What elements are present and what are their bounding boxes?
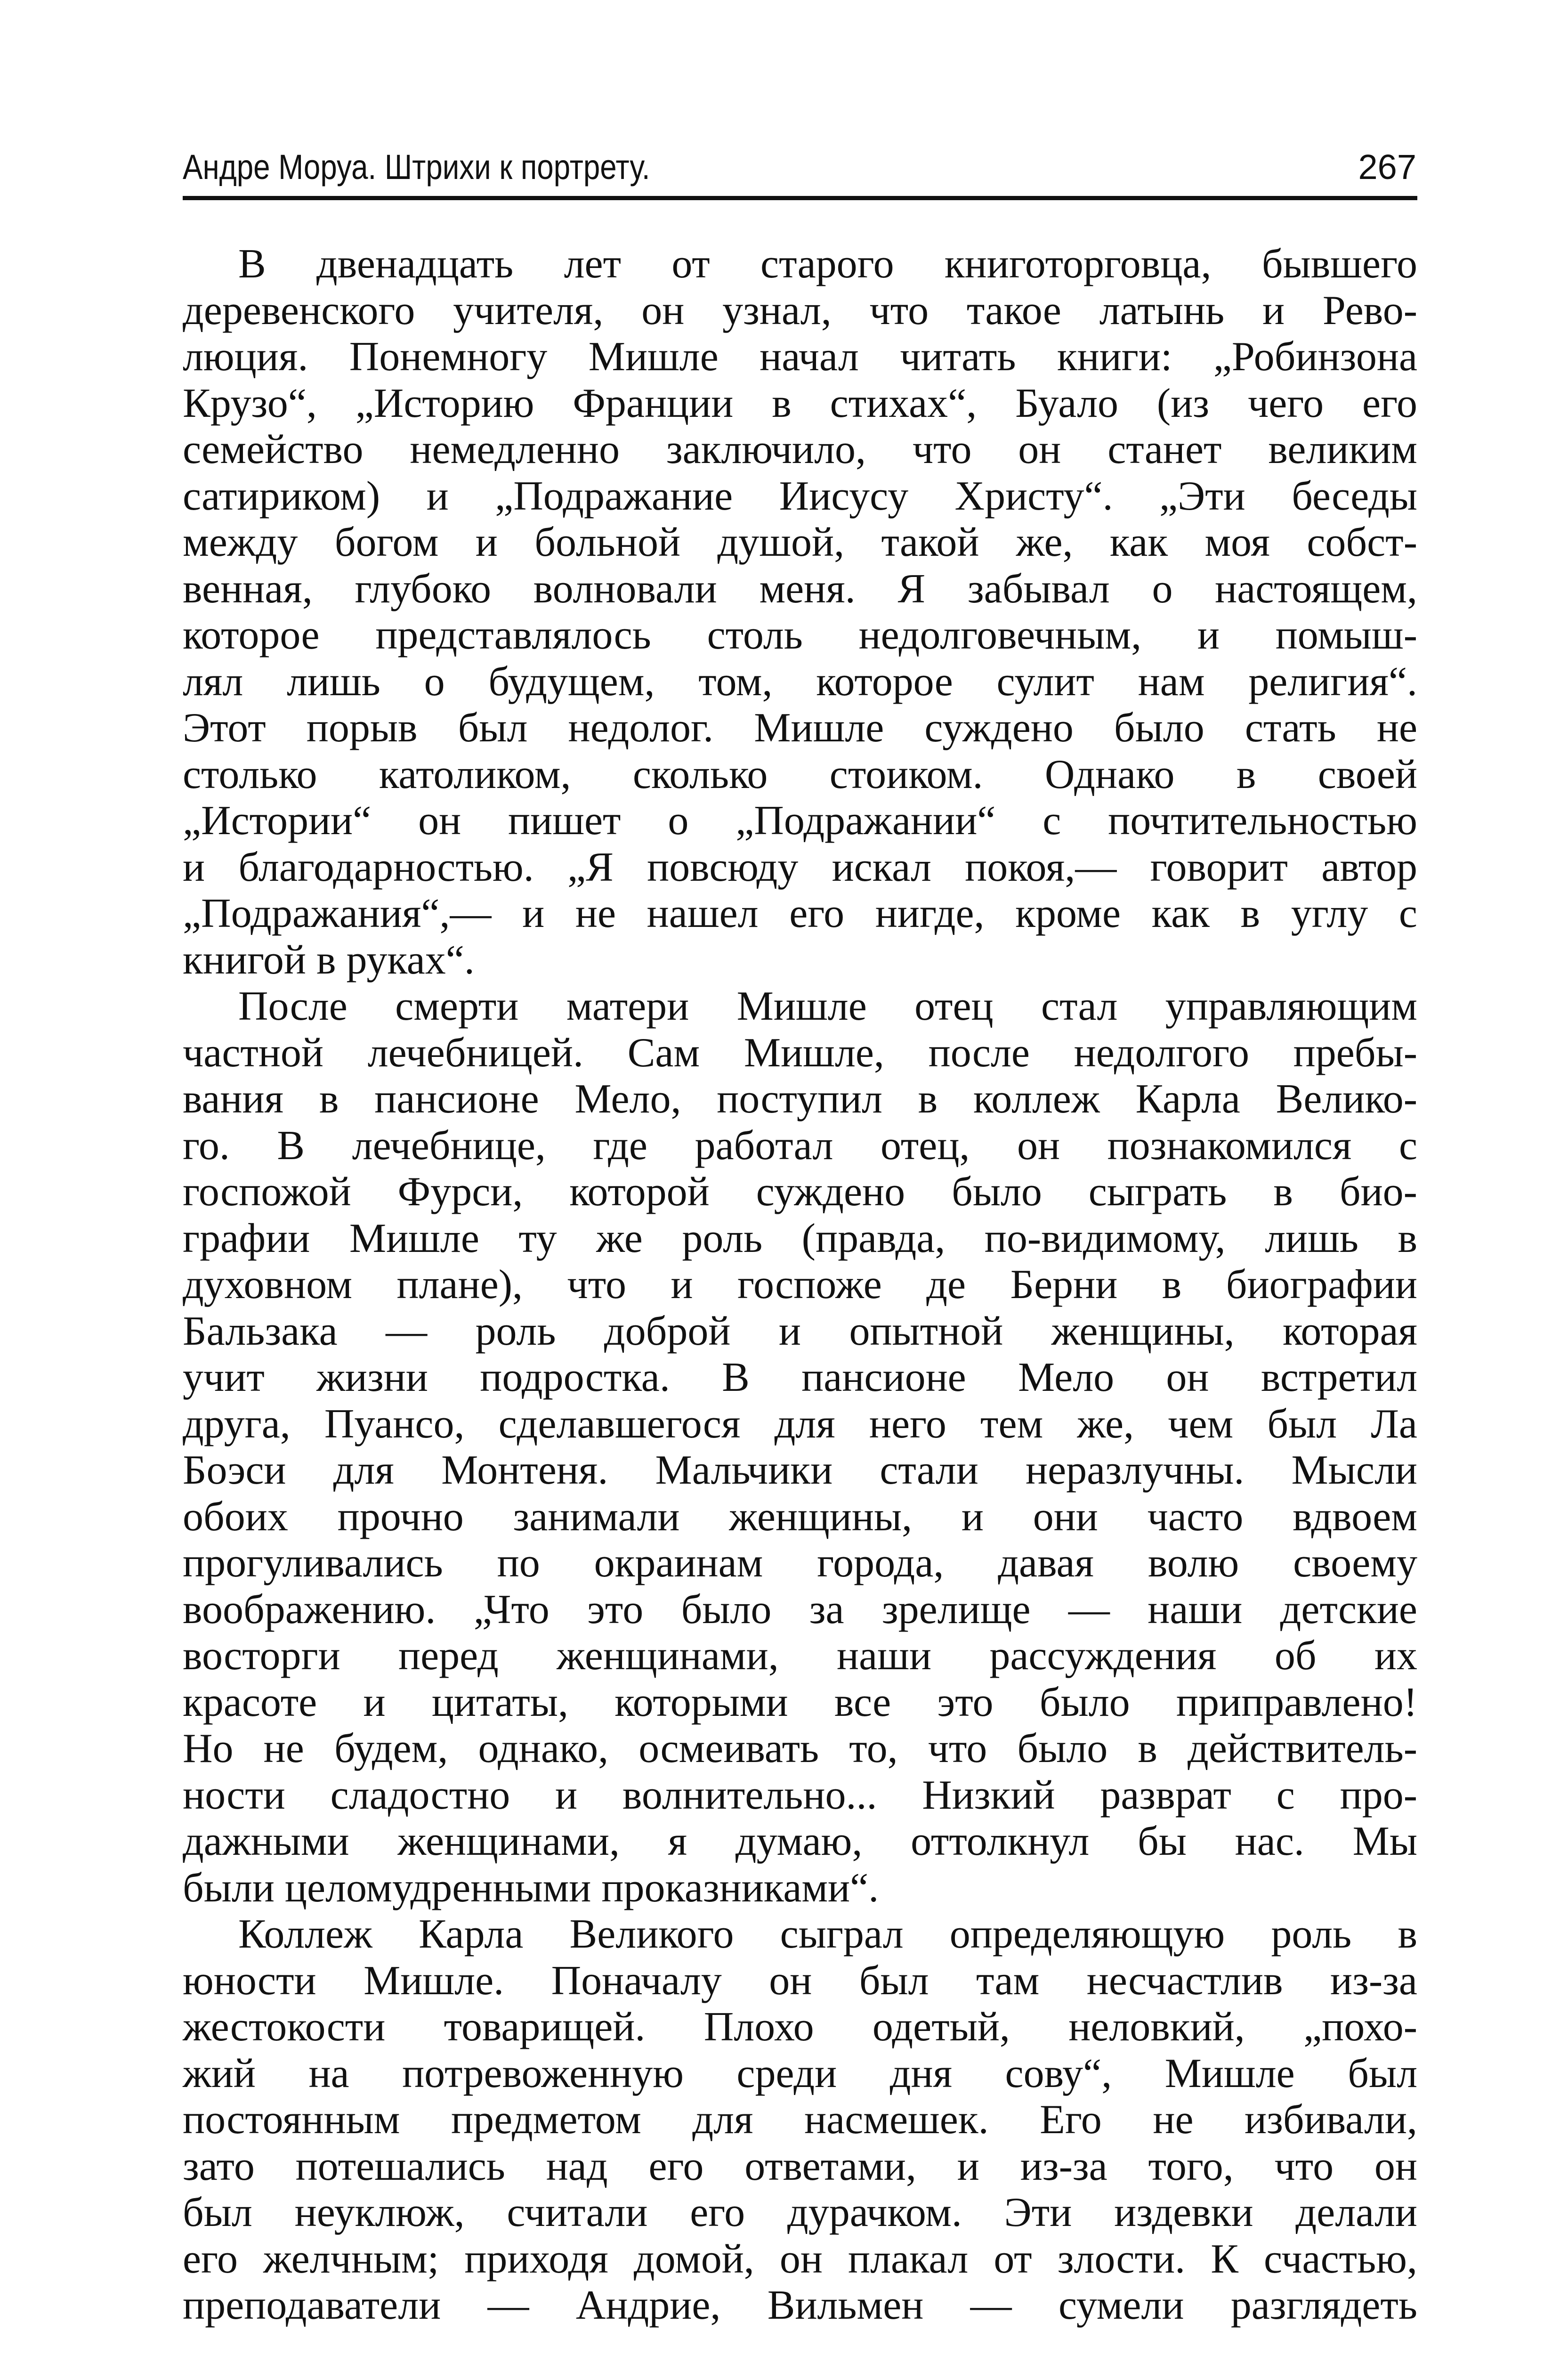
text-line: зато потешались над его ответами, и из-за того, что он	[183, 2143, 1417, 2189]
body-text	[183, 241, 1417, 2329]
text-line: Боэси для Монтеня. Мальчики стали неразлучны. Мысли	[183, 1447, 1417, 1493]
text-line: люция. Понемногу Мишле начал читать книги: „Робинзона	[183, 334, 1417, 380]
text-line: духовном плане), что и госпоже де Берни в биографии	[183, 1262, 1417, 1307]
text-line: постоянным предметом для насмешек. Его не избивали,	[183, 2097, 1417, 2143]
text-line: госпожой Фурси, которой суждено было сыграть в био-	[183, 1169, 1417, 1215]
text-line: Коллеж Карла Великого сыграл определяющую роль в	[238, 1911, 1417, 1957]
text-line: преподаватели — Андрие, Вильмен — сумели разглядеть	[183, 2282, 1417, 2328]
text-line: воображению. „Что это было за зрелище — наши детские	[183, 1586, 1417, 1632]
text-line: были целомудренными проказниками“.	[183, 1865, 879, 1911]
text-line: После смерти матери Мишле отец стал управляющим	[238, 983, 1417, 1029]
text-line: Этот порыв был недолог. Мишле суждено было стать не	[183, 705, 1417, 751]
text-line: прогуливались по окраинам города, давая волю своему	[183, 1540, 1417, 1586]
text-line: семейство немедленно заключило, что он станет великим	[183, 427, 1417, 472]
text-line: красоте и цитаты, которыми все это было приправлено!	[183, 1679, 1417, 1725]
text-line: деревенского учителя, он узнал, что такое латынь и Рево-	[183, 287, 1417, 333]
text-line: восторги перед женщинами, наши рассуждения об их	[183, 1633, 1417, 1679]
text-line: „Истории“ он пишет о „Подражании“ с почтительностью	[183, 798, 1417, 844]
text-line: вания в пансионе Мело, поступил в коллеж Карла Велико-	[183, 1076, 1417, 1122]
text-line: которое представлялось столь недолговечным, и помыш-	[183, 612, 1417, 658]
text-line: венная, глубоко волновали меня. Я забывал о настоящем,	[183, 566, 1417, 612]
text-line: дажными женщинами, я думаю, оттолкнул бы нас. Мы	[183, 1819, 1417, 1864]
text-line: был неуклюж, считали его дурачком. Эти издевки делали	[183, 2190, 1417, 2235]
text-line: его желчным; приходя домой, он плакал от злости. К счастью,	[183, 2236, 1417, 2282]
running-title: Андре Моруа. Штрихи к портрету.	[183, 147, 650, 187]
text-line: юности Мишле. Поначалу он был там несчастлив из-за	[183, 1957, 1417, 2004]
text-line: частной лечебницей. Сам Мишле, после недолгого пребы-	[183, 1030, 1417, 1076]
text-line: и благодарностью. „Я повсюду искал покоя,— говорит автор	[183, 844, 1417, 890]
text-line: книгой в руках“.	[183, 937, 475, 983]
running-head	[183, 137, 1416, 188]
text-line: жий на потревоженную среди дня сову“, Мишле был	[183, 2050, 1417, 2096]
text-line: учит жизни подростка. В пансионе Мело он встретил	[183, 1355, 1417, 1400]
text-line: „Подражания“,— и не нашел его нигде, кроме как в углу с	[183, 891, 1417, 936]
text-line: графии Мишле ту же роль (правда, по-видимому, лишь в	[183, 1215, 1417, 1261]
text-line: лял лишь о будущем, том, которое сулит нам религия“.	[183, 658, 1417, 705]
text-line: Крузо“, „Историю Франции в стихах“, Буало (из чего его	[183, 380, 1417, 426]
text-line: сатириком) и „Подражание Иисусу Христу“. „Эти беседы	[183, 473, 1417, 519]
text-line: Но не будем, однако, осмеивать то, что было в действитель-	[183, 1726, 1417, 1771]
text-line: го. В лечебнице, где работал отец, он познакомился с	[183, 1122, 1417, 1169]
text-line: между богом и больной душой, такой же, как моя собст-	[183, 520, 1417, 565]
text-line: обоих прочно занимали женщины, и они часто вдвоем	[183, 1494, 1417, 1540]
text-line: жестокости товарищей. Плохо одетый, неловкий, „похо-	[183, 2004, 1417, 2050]
header-rule	[183, 196, 1417, 200]
text-line: В двенадцать лет от старого книготорговца, бывшего	[238, 241, 1417, 287]
text-line: друга, Пуансо, сделавшегося для него тем же, чем был Ла	[183, 1401, 1417, 1447]
text-line: столько католиком, сколько стоиком. Однако в своей	[183, 751, 1417, 797]
text-line: Бальзака — роль доброй и опытной женщины, которая	[183, 1308, 1417, 1354]
page-number: 267	[1358, 147, 1416, 187]
text-line: ности сладостно и волнительно... Низкий разврат с про-	[183, 1772, 1417, 1818]
